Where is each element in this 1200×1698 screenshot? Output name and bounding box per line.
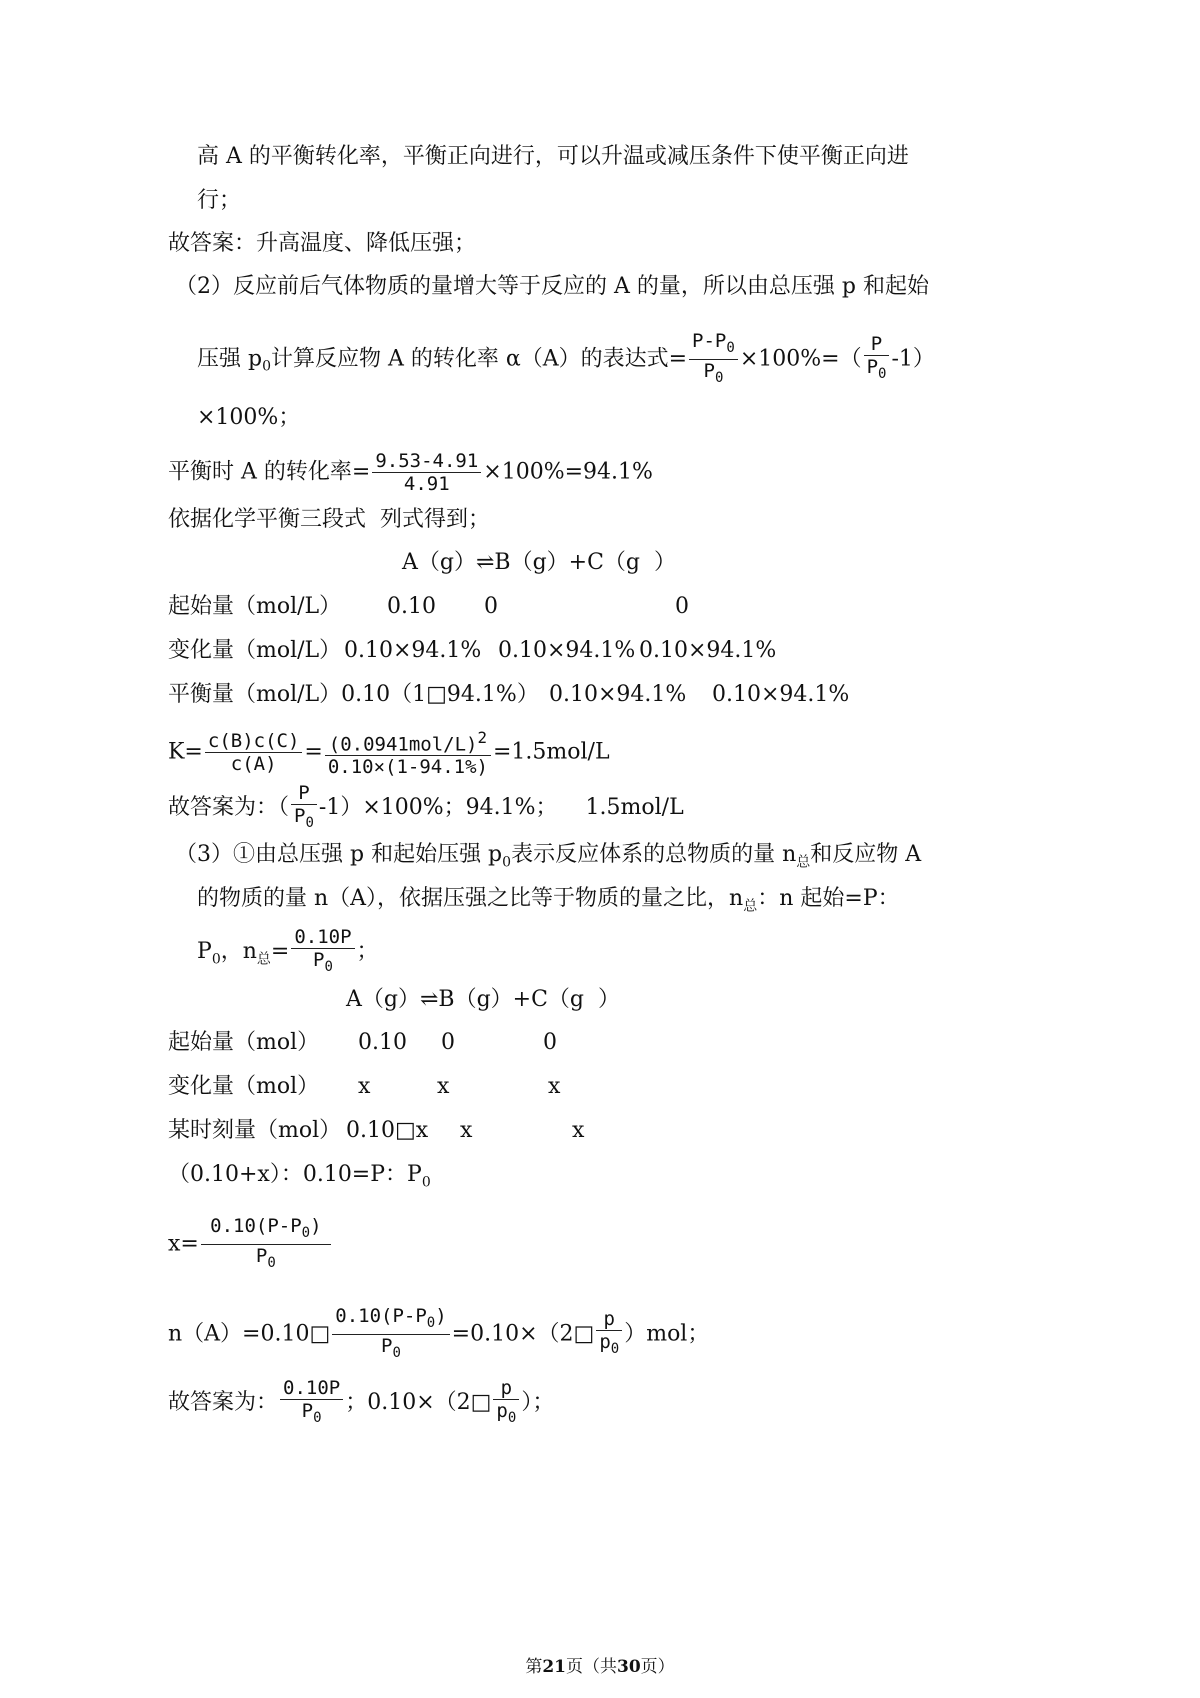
fraction: $\frac{0.10(P-P_0)}{P_0}$ — [332, 1305, 449, 1364]
fraction: $\frac{0.10P}{P_0}$ — [280, 1377, 343, 1429]
table-row: 变化量（mol/L） — [168, 638, 342, 663]
answer-line: 故答案为： $\frac{0.10P}{P_0}$ ；0.10×（2□ $\frac{p}{p_0}$ ）； — [168, 1377, 554, 1429]
table-cell: 0.10×94.1% — [639, 638, 777, 663]
page-number: 21 — [542, 1657, 566, 1677]
fraction: $\frac{0.10P}{P_0}$ — [291, 926, 354, 978]
formula-line: x= $\frac{0.10(P-P_0)}{P_0}$ — [168, 1215, 333, 1274]
text-line: （3）①由总压强 p 和起始压强 $p_0$表示反应体系的总物质的量 $n_总$和反应物 A — [175, 842, 922, 871]
reaction-equation: A（g）⇌B（g）+C（g ） — [346, 987, 620, 1012]
table-row: 平衡量（mol/L）0.10（1□94.1%） — [168, 682, 539, 707]
reaction-equation: A（g）⇌B（g）+C（g ） — [402, 550, 676, 575]
fraction: $\frac{(0.0941mol/L)^2}{0.10\times(1-94.1\%)}$ — [325, 727, 491, 778]
fraction: $\frac{9.53-4.91}{4.91}$ — [372, 450, 481, 495]
formula-line: $P_0$，$n_总=$ $\frac{0.10P}{P_0}$ ； — [197, 926, 379, 978]
formula-line: K= $\frac{c(B)c(C)}{c(A)}$ = $\frac{(0.0941mol/L)^2}{0.10\times(1-94.1\%)}$ =1.5mol/L — [168, 728, 610, 779]
formula-line: 压强 $p_0$计算反应物 A 的转化率 α（A）的表达式= $\frac{P-P_0}{P_0}$ ×100%=（ $\frac{P}{P_0}$ -1） — [197, 330, 935, 389]
fraction: $\frac{P}{P_0}$ — [864, 333, 890, 385]
table-cell: 0.10×94.1% — [344, 638, 482, 663]
page-footer: 第21页（共30页） — [525, 1657, 675, 1677]
text-line: （2）反应前后气体物质的量增大等于反应的 A 的量，所以由总压强 p 和起始 — [175, 274, 929, 299]
answer-line: 故答案为：（ $\frac{P}{P_0}$ -1）×100%；94.1%； 1.5mol/L — [168, 782, 684, 834]
text-line: 高 A 的平衡转化率，平衡正向进行，可以升温或减压条件下使平衡正向进 — [197, 144, 909, 169]
page-total: 30 — [617, 1657, 641, 1677]
text-line: ×100%； — [197, 405, 301, 430]
fraction: $\frac{P-P_0}{P_0}$ — [689, 330, 738, 389]
table-row: 变化量（mol） — [168, 1074, 320, 1099]
fraction: $\frac{p}{p_0}$ — [596, 1308, 622, 1360]
table-cell: x — [572, 1118, 585, 1143]
table-row: 某时刻量（mol） — [168, 1118, 342, 1143]
table-cell: x — [548, 1074, 561, 1099]
table-cell: 0.10 — [387, 594, 436, 619]
table-cell: 0 — [675, 594, 689, 619]
fraction: $\frac{p}{p_0}$ — [493, 1377, 519, 1429]
fraction: $\frac{c(B)c(C)}{c(A)}$ — [205, 730, 303, 775]
fraction: $\frac{P}{P_0}$ — [291, 782, 317, 834]
fraction: $\frac{0.10(P-P_0)}{P_0}$ — [201, 1215, 331, 1274]
text-line: 的物质的量 n（A），依据压强之比等于物质的量之比，$n_总$：n 起始=P： — [197, 886, 900, 915]
table-cell: 0 — [441, 1030, 455, 1055]
table-cell: 0 — [543, 1030, 557, 1055]
table-cell: x — [358, 1074, 371, 1099]
table-cell: 0.10×94.1% — [712, 682, 850, 707]
formula-line: n（A）=0.10□ $\frac{0.10(P-P_0)}{P_0}$ =0.10×（2□ $\frac{p}{p_0}$ ）mol； — [168, 1305, 709, 1364]
table-cell: 0.10□x — [346, 1118, 429, 1143]
table-cell: 0 — [484, 594, 498, 619]
table-cell: x — [437, 1074, 450, 1099]
table-cell: x — [460, 1118, 473, 1143]
table-row: 起始量（mol/L） — [168, 594, 342, 619]
answer-line: 故答案：升高温度、降低压强； — [168, 231, 477, 256]
table-cell: 0.10×94.1% — [549, 682, 687, 707]
formula-line: （0.10+x）：0.10=P：$P_0$ — [168, 1162, 431, 1191]
table-cell: 0.10 — [358, 1030, 407, 1055]
formula-line: 平衡时 A 的转化率= $\frac{9.53-4.91}{4.91}$ ×100%=94.1% — [168, 450, 653, 495]
table-cell: 0.10×94.1% — [498, 638, 636, 663]
text-line: 行； — [197, 188, 242, 213]
text-line: 依据化学平衡三段式 列式得到； — [168, 507, 490, 532]
table-row: 起始量（mol） — [168, 1030, 320, 1055]
